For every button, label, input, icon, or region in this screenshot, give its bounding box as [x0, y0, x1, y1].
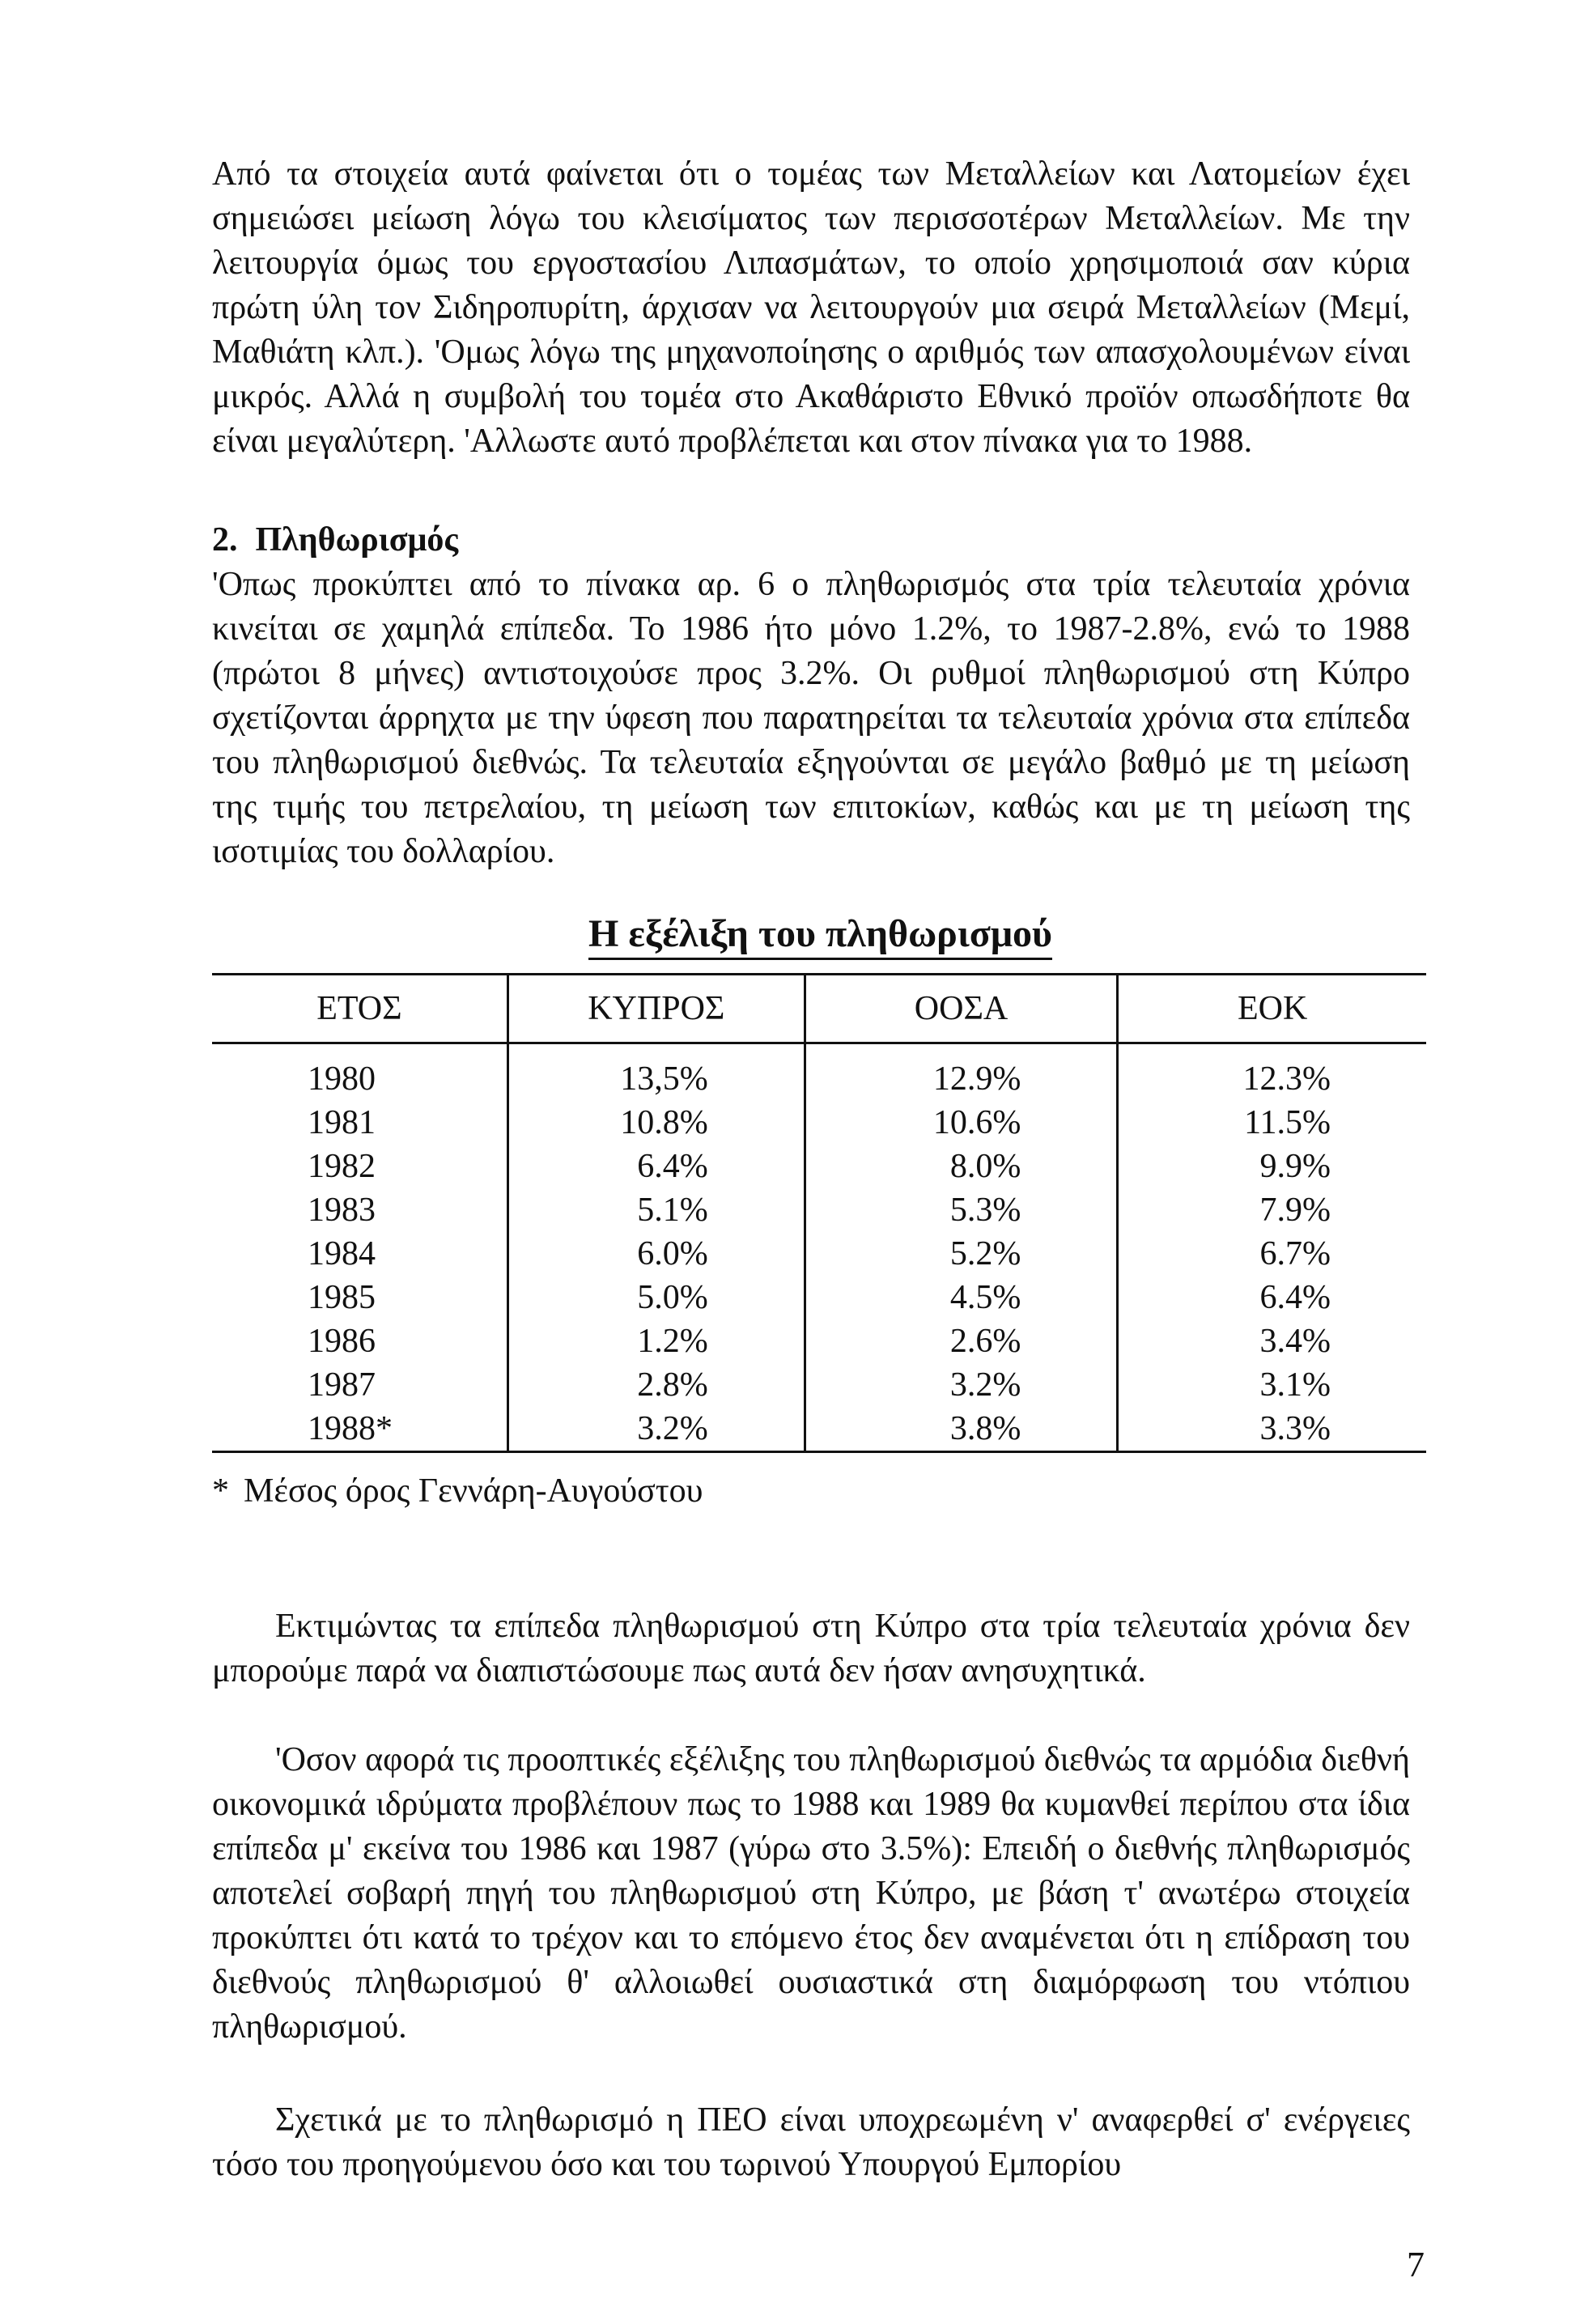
cell-year: 1983: [308, 1192, 376, 1229]
table-row: [212, 1232, 1426, 1276]
table-row: [212, 1145, 1426, 1188]
cell-cyprus: 13,5%: [507, 1043, 805, 1102]
cell-oecd: 4.5%: [805, 1276, 1118, 1319]
header-year: ΕΤΟΣ: [212, 975, 507, 1043]
section-heading: [212, 518, 458, 563]
table-row: [212, 1188, 1426, 1232]
section-number: 2.: [212, 521, 238, 559]
paragraph-mining-sector: Από τα στοιχεία αυτά φαίνεται ότι ο τομέας των Μεταλλείων και Λατομείων έχει σημειώσει μείωση λόγω του κλεισίματος των περισσοτέρων Μεταλλείων. Με την λειτουργία όμως του εργοστασίου Λιπασμάτων, το οποίο χρησιμοποιά σαν κύρια πρώτη ύλη τον Σιδηροπυρίτη, άρχισαν να λειτουργούν μια σειρά Μεταλλείων (Μεμί, Μαθιάτη κλπ.). 'Ομως λόγω της μηχανοποίησης ο αριθμός των απασχολουμένων είναι μικρός. Αλλά η συμβολή του τομέα στο Ακαθάριστο Εθνικό προϊόν οπωσδήποτε θα είναι μεγαλύτερη. 'Αλλωστε αυτό προβλέπεται και στον πίνακα για το 1988.: [212, 155, 1410, 460]
cell-year: 1981: [308, 1104, 376, 1141]
cell-eec: 11.5%: [1118, 1101, 1426, 1145]
table-row: [212, 1276, 1426, 1319]
cell-eec: 6.7%: [1118, 1232, 1426, 1276]
paragraph-inflation-overview: 'Οπως προκύπτει από το πίνακα αρ. 6 ο πληθωρισμός στα τρία τελευταία χρόνια κινείται σε χαμηλά επίπεδα. Το 1986 ήτο μόνο 1.2%, το 1987-2.8%, ενώ το 1988 (πρώτοι 8 μήνες) αντιστοιχούσε προς 3.2%. Οι ρυθμοί πληθωρισμού στη Κύπρο σχετίζονται άρρηχτα με την ύφεση που παρατηρείται τα τελευταία χρόνια στα επίπεδα του πληθωρισμού διεθνώς. Τα τελευταία εξηγούνται σε μεγάλο βαθμό με τη μείωση της τιμής του πετρελαίου, τη μείωση των επιτοκίων, καθώς και με τη μείωση της ισοτιμίας του δολλαρίου.: [212, 566, 1410, 870]
cell-year: 1980: [308, 1060, 376, 1098]
cell-year: 1988*: [212, 1407, 507, 1452]
paragraph-outlook: 'Οσον αφορά τις προοπτικές εξέλιξης του πληθωρισμού διεθνώς τα αρμόδια διεθνή οικονομικά ιδρύματα προβλέπουν πως το 1988 και 1989 θα κυμανθεί περίπου στα ίδια επίπεδα μ' εκείνα του 1986 και 1987 (γύρω στο 3.5%): Επειδή ο διεθνής πληθωρισμός αποτελεί σοβαρή πηγή του πληθωρισμού στη Κύπρο, με βάση τ' ανωτέρω στοιχεία προκύπτει ότι κατά το τρέχον και το επόμενο έτος δεν αναμένεται ότι η επίδραση του διεθνούς πληθωρισμού θ' αλλοιωθεί ουσιαστικά στη διαμόρφωση του ντόπιου πληθωρισμού.: [212, 1741, 1410, 2046]
cell-oecd: 2.6%: [805, 1319, 1118, 1363]
cell-year: 1986: [308, 1323, 376, 1360]
cell-eec: 9.9%: [1118, 1145, 1426, 1188]
cell-eec: 3.1%: [1118, 1363, 1426, 1407]
cell-year: 1985: [308, 1279, 376, 1316]
table-footnote: [212, 1469, 703, 1514]
cell-year: 1984: [308, 1235, 376, 1272]
cell-eec: 6.4%: [1118, 1276, 1426, 1319]
cell-eec: 3.4%: [1118, 1319, 1426, 1363]
table-title: Η εξέλιξη του πληθωρισμού: [0, 911, 1584, 960]
paragraph-assessment: Εκτιμώντας τα επίπεδα πληθωρισμού στη Κύπρο στα τρία τελευταία χρόνια δεν μπορούμε παρά να διαπιστώσουμε πως αυτά δεν ήσαν ανησυχητικά.: [212, 1608, 1410, 1689]
table-row: [212, 1407, 1426, 1452]
header-eec: ΕΟΚ: [1118, 975, 1426, 1043]
cell-cyprus: 5.1%: [507, 1188, 805, 1232]
paragraph-peo: Σχετικά με το πληθωρισμό η ΠΕΟ είναι υποχρεωμένη ν' αναφερθεί σ' ενέργειες τόσο του προηγούμενου όσο και του τωρινού Υπουργού Εμπορίου: [212, 2101, 1410, 2183]
cell-cyprus: 5.0%: [507, 1276, 805, 1319]
cell-oecd: 10.6%: [805, 1101, 1118, 1145]
cell-eec: 12.3%: [1118, 1043, 1426, 1102]
cell-eec: 3.3%: [1118, 1407, 1426, 1452]
cell-oecd: 3.8%: [805, 1407, 1118, 1452]
table-row: [212, 1363, 1426, 1407]
section-title: Πληθωρισμός: [255, 521, 459, 559]
table-row: [212, 1319, 1426, 1363]
cell-oecd: 3.2%: [805, 1363, 1118, 1407]
cell-eec: 7.9%: [1118, 1188, 1426, 1232]
cell-oecd: 12.9%: [805, 1043, 1118, 1102]
header-cyprus: ΚΥΠΡΟΣ: [507, 975, 805, 1043]
cell-cyprus: 1.2%: [507, 1319, 805, 1363]
cell-cyprus: 3.2%: [507, 1407, 805, 1452]
cell-cyprus: 10.8%: [507, 1101, 805, 1145]
cell-oecd: 8.0%: [805, 1145, 1118, 1188]
footnote-text: Μέσος όρος Γεννάρη-Αυγούστου: [244, 1472, 703, 1510]
inflation-table: [212, 973, 1426, 1453]
cell-oecd: 5.3%: [805, 1188, 1118, 1232]
cell-cyprus: 6.0%: [507, 1232, 805, 1276]
page-number: 7: [1407, 2245, 1425, 2284]
cell-cyprus: 6.4%: [507, 1145, 805, 1188]
cell-oecd: 5.2%: [805, 1232, 1118, 1276]
table-row: [212, 1101, 1426, 1145]
cell-year: 1982: [308, 1148, 376, 1185]
cell-year: 1987: [308, 1366, 376, 1404]
footnote-marker: *: [212, 1472, 229, 1510]
table-header-row: [212, 975, 1426, 1043]
cell-cyprus: 2.8%: [507, 1363, 805, 1407]
header-oecd: ΟΟΣΑ: [805, 975, 1118, 1043]
table-row: [212, 1043, 1426, 1102]
